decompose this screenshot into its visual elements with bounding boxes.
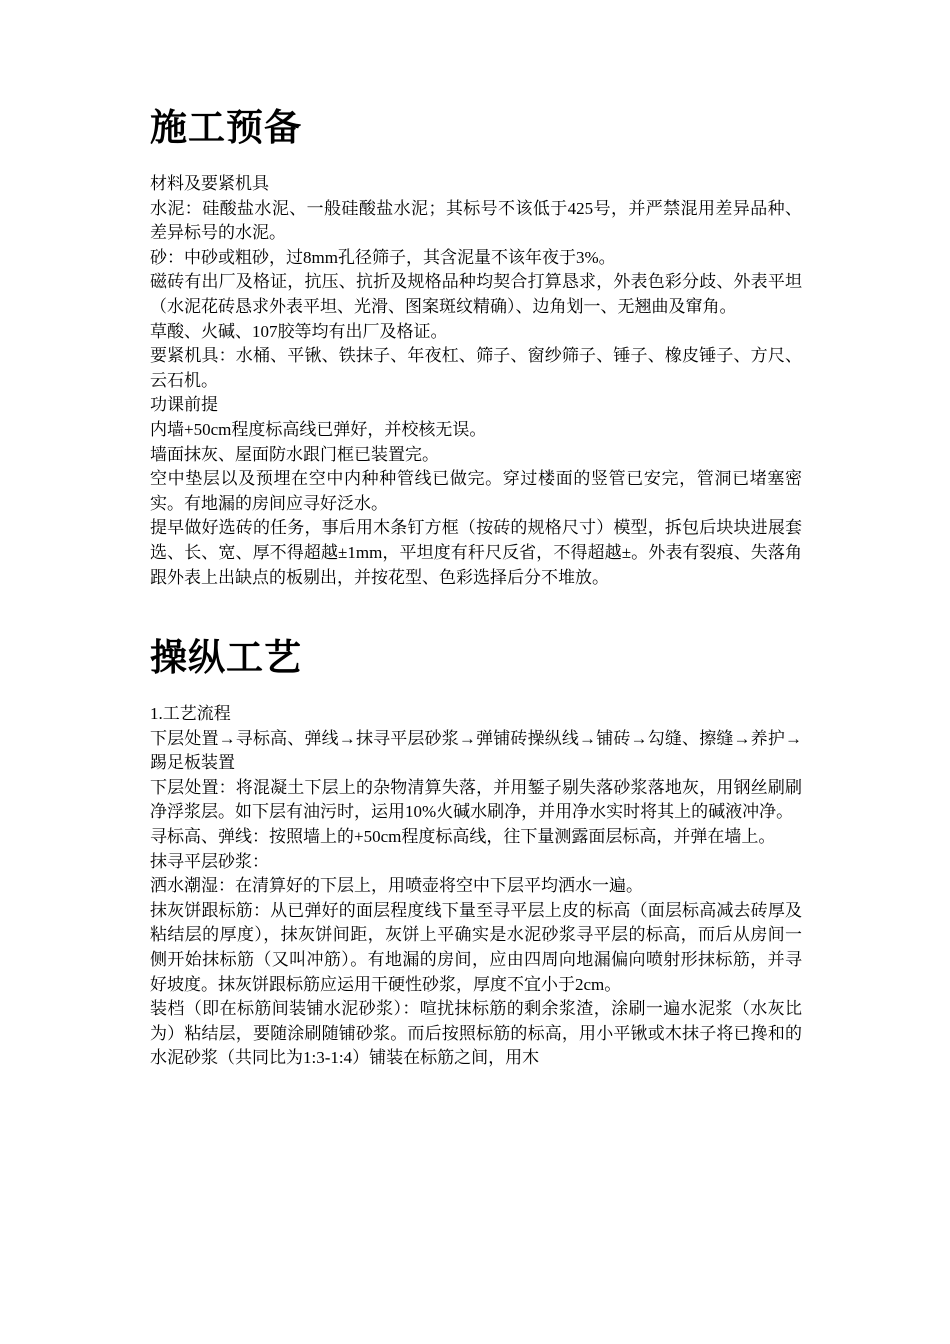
paragraph: 水泥：硅酸盐水泥、一般硅酸盐水泥；其标号不该低于425号，并严禁混用差异品种、差异标号的水泥。 <box>150 198 802 243</box>
paragraph: 装档（即在标筋间装铺水泥砂浆）：喧扰抹标筋的剩余浆渣，涂刷一遍水泥浆（水灰比为）粘结层，要随涂刷随铺砂浆。而后按照标筋的标高，用小平锹或木抹子将已搀和的水泥砂浆（共同比为1:3-1:4）铺装在标筋之间，用木 <box>150 999 802 1068</box>
paragraph: 墙面抹灰、屋面防水跟门框已装置完。 <box>150 444 439 464</box>
document-page <box>150 100 802 1071</box>
paragraph: 空中垫层以及预埋在空中内种种管线已做完。穿过楼面的竖管已安完，管洞已堵塞密实。有地漏的房间应寻好泛水。 <box>150 469 802 513</box>
paragraph: 1.工艺流程 <box>150 704 231 724</box>
paragraph: 要紧机具：水桶、平锹、铁抹子、年夜杠、筛子、窗纱筛子、锤子、橡皮锤子、方尺、云石机。 <box>150 346 802 390</box>
paragraph: 内墙+50cm程度标高线已弹好，并校核无误。 <box>150 419 487 439</box>
paragraph: 草酸、火碱、107胶等均有出厂及格证。 <box>150 321 448 341</box>
paragraph: 下层处置：将混凝土下层上的杂物清算失落，并用錾子剔失落砂浆落地灰，用钢丝刷刷净浮浆层。如下层有油污时，运用10%火碱水刷净，并用净水实时将其上的碱液冲净。 <box>150 777 802 822</box>
paragraph: 寻标高、弹线：按照墙上的+50cm程度标高线，往下量测露面层标高，并弹在墙上。 <box>150 827 776 847</box>
paragraph: 洒水潮湿：在清算好的下层上，用喷壶将空中下层平均洒水一遍。 <box>150 876 643 896</box>
section-heading-construction-preparation: 施工预备 <box>150 108 302 149</box>
paragraph: 下层处置→寻标高、弹线→抹寻平层砂浆→弹铺砖操纵线→铺砖→勾缝、擦缝→养护→踢足板装置 <box>150 728 802 773</box>
paragraph: 砂：中砂或粗砂，过8mm孔径筛子，其含泥量不该年夜于3%。 <box>150 247 616 267</box>
paragraph: 功课前提 <box>150 395 218 415</box>
paragraph: 磁砖有出厂及格证，抗压、抗折及规格品种均契合打算恳求，外表色彩分歧、外表平坦（水泥花砖恳求外表平坦、光滑、图案斑纹精确）、边角划一、无翘曲及窜角。 <box>150 272 802 316</box>
paragraph: 抹寻平层砂浆： <box>150 851 269 871</box>
section-body-process <box>150 702 802 1071</box>
section-heading-operation-process: 操纵工艺 <box>150 638 302 680</box>
section-body-preparation <box>150 172 802 590</box>
paragraph: 抹灰饼跟标筋：从已弹好的面层程度线下量至寻平层上皮的标高（面层标高减去砖厚及粘结层的厚度），抹灰饼间距，灰饼上平确实是水泥砂浆寻平层的标高，而后从房间一侧开始抹标筋（又叫冲筋）。有地漏的房间，应由四周向地漏偏向喷射形抹标筋，并寻好坡度。抹灰饼跟标筋应运用干硬性砂浆，厚度不宜小于2cm。 <box>150 900 802 994</box>
paragraph: 提早做好选砖的任务，事后用木条钉方框（按砖的规格尺寸）模型，拆包后块块进展套选、长、宽、厚不得超越±1mm，平坦度有秆尺反省，不得超越±。外表有裂痕、失落角跟外表上出缺点的板剔出，并按花型、色彩选择后分不堆放。 <box>150 518 802 587</box>
paragraph: 材料及要紧机具 <box>150 174 269 193</box>
